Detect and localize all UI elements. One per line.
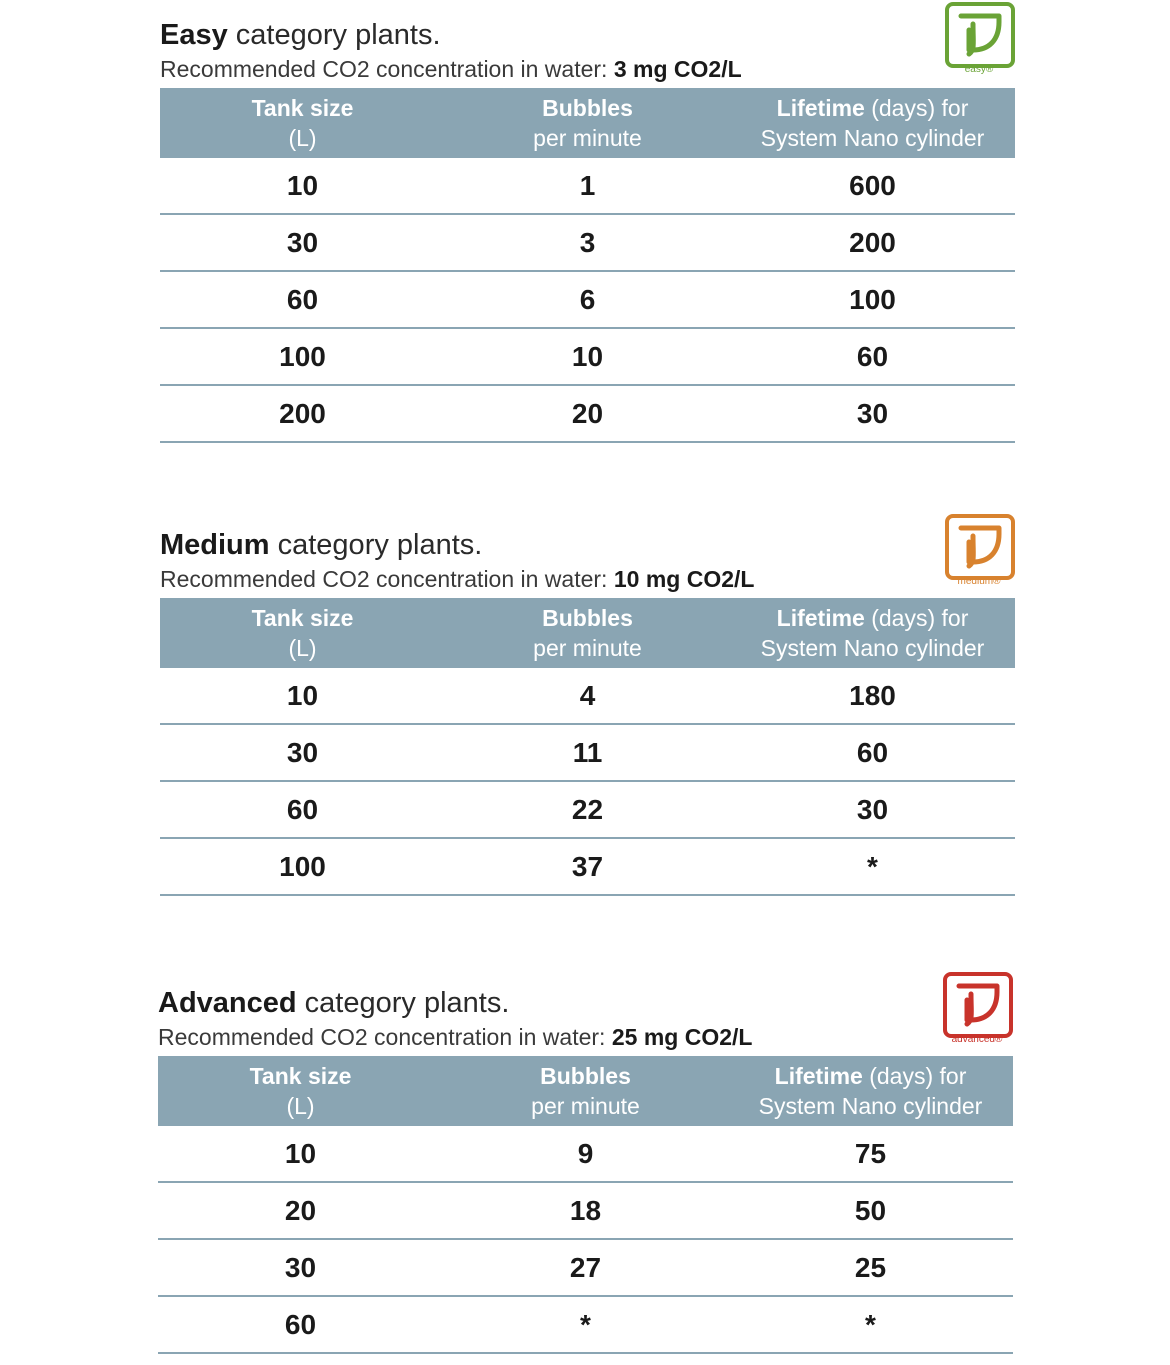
cell-tank-size: 100: [279, 850, 326, 882]
cell-lifetime: 600: [849, 169, 896, 201]
badge-caption: medium®: [957, 576, 1001, 587]
section-subtitle: [160, 564, 1015, 594]
cell-bubbles: 9: [577, 1137, 594, 1169]
category-name: Advanced: [158, 987, 297, 1019]
cell-bubbles: 18: [569, 1194, 602, 1226]
advanced-badge: [941, 970, 1013, 1050]
table-row: [160, 215, 1015, 272]
medium-table: [160, 598, 1015, 896]
cell-lifetime: 25: [854, 1251, 887, 1283]
table-row: [158, 1297, 1013, 1354]
cell-lifetime: 60: [856, 340, 889, 372]
table-header: [160, 598, 1015, 668]
table-row: [160, 329, 1015, 386]
cell-bubbles: 10: [571, 340, 604, 372]
header-tank-size: Tank size (L): [251, 605, 354, 661]
section-title: [160, 16, 1015, 54]
cell-bubbles: *: [580, 1308, 591, 1340]
table-row: [158, 1183, 1013, 1240]
co2-concentration: 25 mg CO2/L: [611, 1024, 753, 1050]
table-row: [158, 1240, 1013, 1297]
category-name: Medium: [160, 529, 270, 561]
subtitle-prefix: Recommended CO2 concentration in water:: [158, 1024, 612, 1050]
cell-bubbles: 6: [579, 283, 596, 315]
header-bubbles: Bubbles per minute: [533, 95, 642, 151]
table-row: [160, 386, 1015, 443]
cell-bubbles: 37: [571, 850, 604, 882]
cell-tank-size: 10: [286, 679, 319, 711]
table-row: [158, 1126, 1013, 1183]
section-subtitle: [158, 1022, 1013, 1052]
table-header: [158, 1056, 1013, 1126]
section-title: [160, 526, 1015, 564]
cell-lifetime: 30: [856, 793, 889, 825]
header-bubbles: Bubbles per minute: [531, 1063, 640, 1119]
cell-bubbles: 1: [579, 169, 596, 201]
cell-lifetime: 60: [856, 736, 889, 768]
cell-bubbles: 11: [572, 736, 603, 768]
easy-table: [160, 88, 1015, 443]
cell-bubbles: 22: [571, 793, 604, 825]
header-lifetime: Lifetime (days) for System Nano cylinder: [758, 1063, 983, 1119]
header-bubbles: Bubbles per minute: [533, 605, 642, 661]
co2-concentration: 3 mg CO2/L: [613, 56, 742, 82]
co2-concentration: 10 mg CO2/L: [613, 566, 755, 592]
cell-tank-size: 60: [286, 283, 319, 315]
category-name: Easy: [160, 19, 228, 51]
cell-lifetime: 50: [854, 1194, 887, 1226]
cell-tank-size: 60: [284, 1308, 317, 1340]
table-row: [160, 272, 1015, 329]
section-title: [158, 984, 1013, 1022]
section-advanced: [158, 984, 1013, 1354]
table-row: [160, 839, 1015, 896]
leaf-icon: [943, 972, 1013, 1038]
easy-badge: [943, 0, 1015, 80]
table-row: [160, 725, 1015, 782]
cell-bubbles: 20: [571, 397, 604, 429]
cell-lifetime: *: [865, 1308, 876, 1340]
cell-tank-size: 200: [279, 397, 326, 429]
cell-tank-size: 10: [286, 169, 319, 201]
cell-tank-size: 30: [286, 736, 319, 768]
header-tank-size: Tank size (L): [249, 1063, 352, 1119]
header-tank-size: Tank size (L): [251, 95, 354, 151]
badge-caption: easy®: [964, 64, 994, 75]
header-lifetime: Lifetime (days) for System Nano cylinder: [760, 95, 985, 151]
leaf-icon: [945, 2, 1015, 68]
cell-tank-size: 30: [284, 1251, 317, 1283]
cell-tank-size: 60: [286, 793, 319, 825]
title-suffix: category plants.: [269, 529, 483, 561]
subtitle-prefix: Recommended CO2 concentration in water:: [160, 566, 614, 592]
cell-bubbles: 4: [579, 679, 596, 711]
section-easy: [160, 16, 1015, 443]
table-header: [160, 88, 1015, 158]
title-suffix: category plants.: [227, 19, 441, 51]
header-lifetime: Lifetime (days) for System Nano cylinder: [760, 605, 985, 661]
medium-badge: [943, 512, 1015, 592]
cell-tank-size: 10: [284, 1137, 317, 1169]
cell-lifetime: *: [867, 850, 878, 882]
cell-bubbles: 3: [579, 226, 596, 258]
table-row: [160, 158, 1015, 215]
cell-lifetime: 30: [856, 397, 889, 429]
section-medium: [160, 526, 1015, 896]
table-row: [160, 668, 1015, 725]
cell-lifetime: 180: [849, 679, 896, 711]
section-subtitle: [160, 54, 1015, 84]
table-row: [160, 782, 1015, 839]
badge-caption: advanced®: [951, 1034, 1003, 1045]
cell-lifetime: 75: [854, 1137, 887, 1169]
title-suffix: category plants.: [296, 987, 510, 1019]
subtitle-prefix: Recommended CO2 concentration in water:: [160, 56, 614, 82]
leaf-icon: [945, 514, 1015, 580]
cell-tank-size: 100: [279, 340, 326, 372]
cell-bubbles: 27: [569, 1251, 602, 1283]
cell-tank-size: 30: [286, 226, 319, 258]
cell-tank-size: 20: [284, 1194, 317, 1226]
advanced-table: [158, 1056, 1013, 1354]
cell-lifetime: 200: [849, 226, 896, 258]
cell-lifetime: 100: [849, 283, 896, 315]
